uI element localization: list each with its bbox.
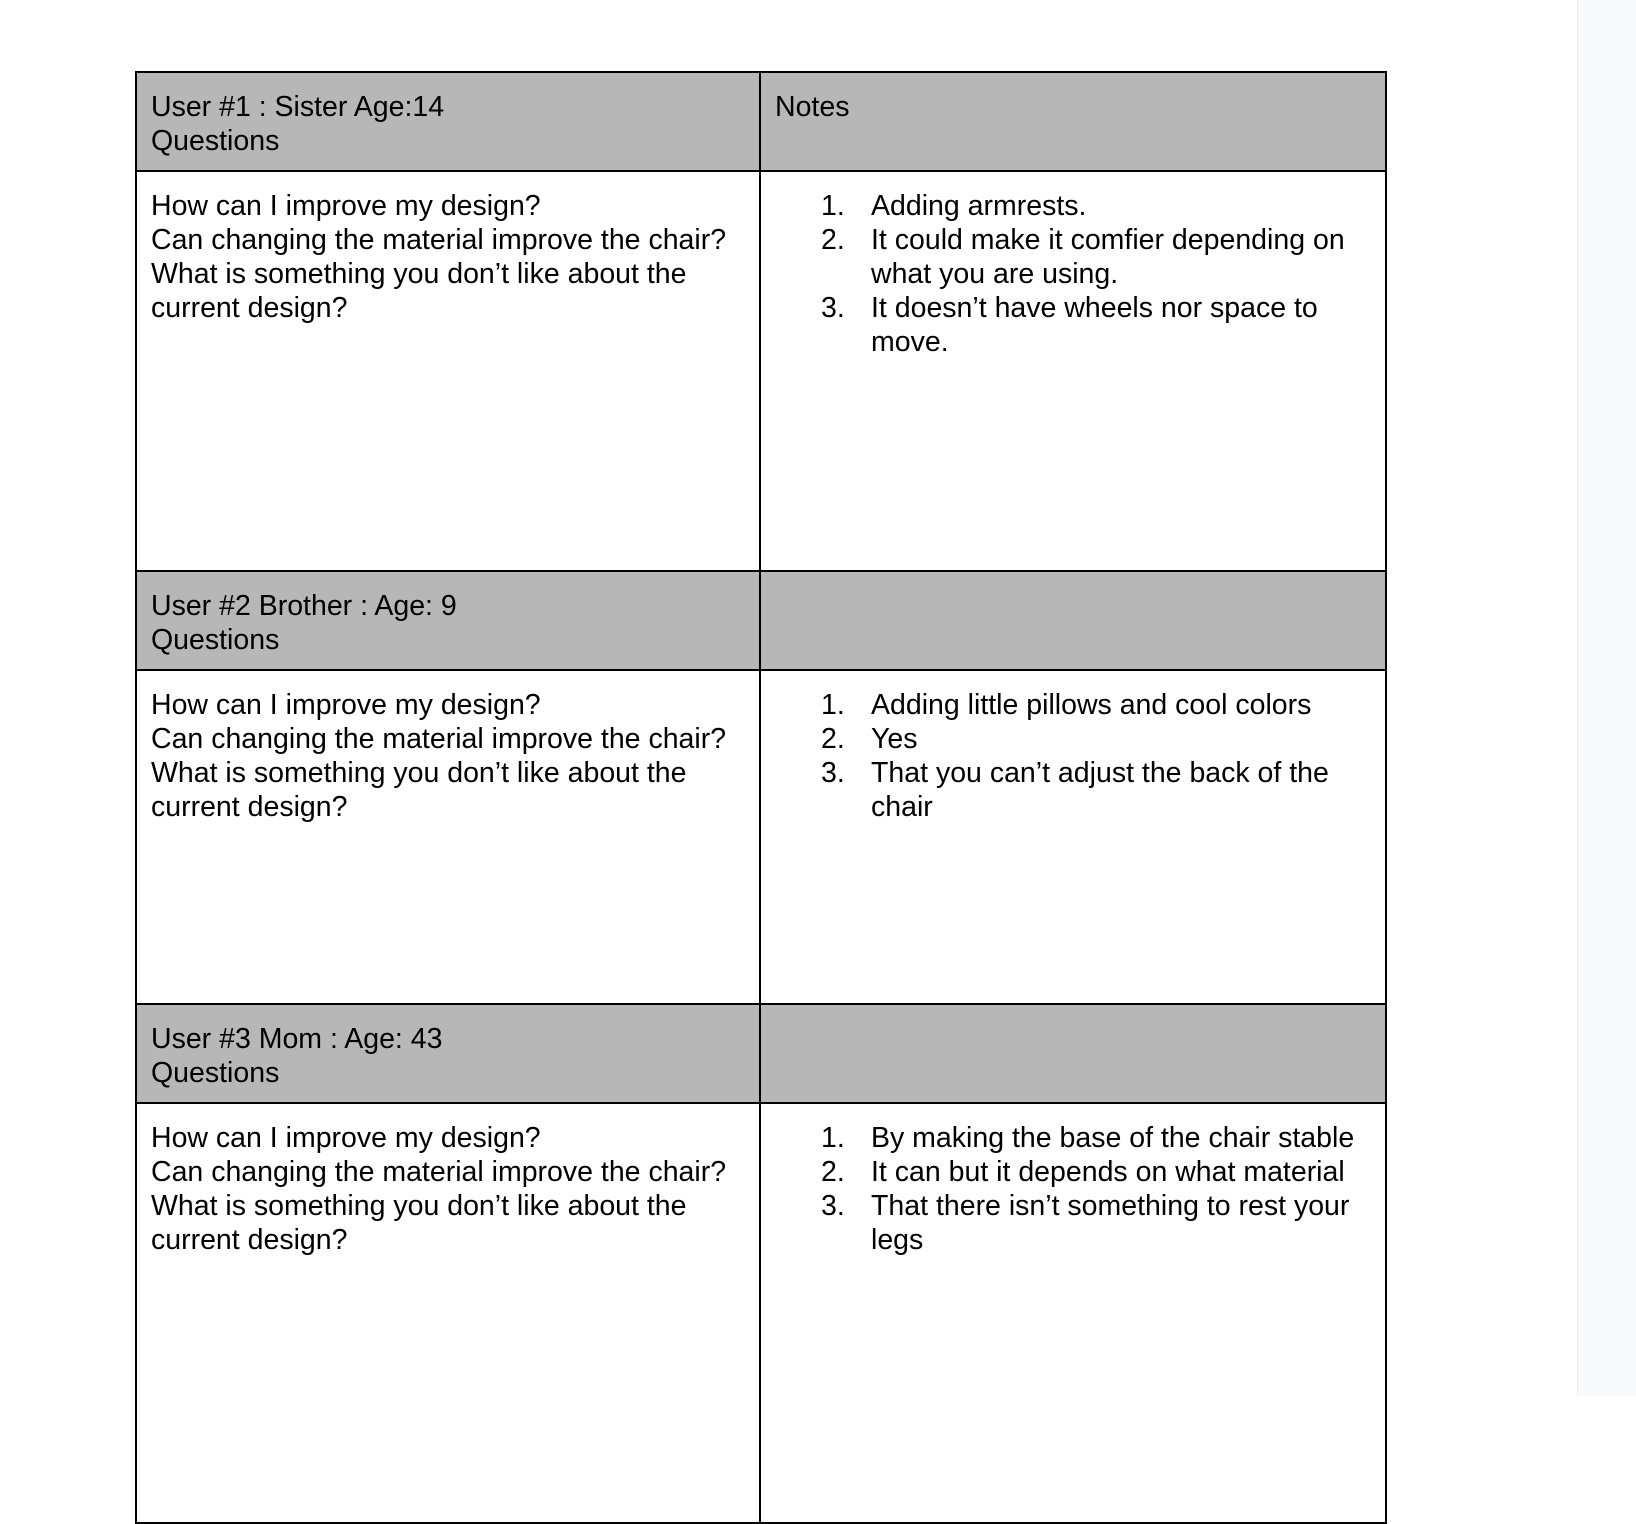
questions-cell[interactable] [136, 670, 760, 1004]
list-item [775, 688, 1371, 722]
list-item [775, 1155, 1371, 1189]
user-header-cell[interactable] [136, 1004, 760, 1103]
table-header-row [136, 72, 1386, 171]
note-text: By making the base of the chair stable [871, 1122, 1355, 1154]
table-header-row [136, 571, 1386, 670]
user-label: User #3 Mom : Age: 43 [151, 1023, 443, 1055]
questions-label: Questions [151, 1057, 280, 1089]
list-item [775, 291, 1371, 359]
notes-cell[interactable] [760, 171, 1386, 571]
notes-cell[interactable] [760, 670, 1386, 1004]
list-number: 2. [821, 224, 845, 256]
list-number: 2. [821, 1156, 845, 1188]
note-text: Adding armrests. [871, 190, 1087, 222]
table-header-row [136, 1004, 1386, 1103]
user-label: User #2 Brother : Age: 9 [151, 590, 457, 622]
notes-header-cell[interactable] [760, 571, 1386, 670]
note-text: Yes [871, 723, 918, 755]
question-text: Can changing the material improve the chair? [151, 723, 727, 755]
question-text: What is something you don’t like about the current design? [151, 757, 687, 823]
questions-label: Questions [151, 624, 280, 656]
notes-list [775, 688, 1371, 824]
question-text: What is something you don’t like about the current design? [151, 258, 687, 324]
note-text: It doesn’t have wheels nor space to move. [871, 292, 1318, 358]
note-text: Adding little pillows and cool colors [871, 689, 1312, 721]
question-text: How can I improve my design? [151, 1122, 541, 1154]
interview-table [135, 71, 1387, 1524]
list-item [775, 722, 1371, 756]
notes-cell[interactable] [760, 1103, 1386, 1523]
table-row [136, 670, 1386, 1004]
list-number: 1. [821, 1122, 845, 1154]
question-text: Can changing the material improve the chair? [151, 224, 727, 256]
table-row [136, 171, 1386, 571]
list-number: 3. [821, 292, 845, 324]
notes-header-cell[interactable] [760, 72, 1386, 171]
note-text: It could make it comfier depending on what you are using. [871, 224, 1345, 290]
user-header-cell[interactable] [136, 571, 760, 670]
list-item [775, 1121, 1371, 1155]
list-item [775, 189, 1371, 223]
user-header-cell[interactable] [136, 72, 760, 171]
notes-header-cell[interactable] [760, 1004, 1386, 1103]
note-text: That there isn’t something to rest your legs [871, 1190, 1350, 1256]
questions-cell[interactable] [136, 171, 760, 571]
list-number: 3. [821, 757, 845, 789]
list-item [775, 756, 1371, 824]
notes-label: Notes [775, 91, 850, 123]
question-text: How can I improve my design? [151, 190, 541, 222]
question-text: Can changing the material improve the chair? [151, 1156, 727, 1188]
note-text: It can but it depends on what material [871, 1156, 1345, 1188]
list-item [775, 1189, 1371, 1257]
table-row [136, 1103, 1386, 1523]
questions-label: Questions [151, 125, 280, 157]
notes-list [775, 189, 1371, 359]
list-number: 3. [821, 1190, 845, 1222]
list-number: 1. [821, 190, 845, 222]
note-text: That you can’t adjust the back of the chair [871, 757, 1329, 823]
questions-cell[interactable] [136, 1103, 760, 1523]
side-panel-gutter [1577, 0, 1636, 1396]
list-number: 2. [821, 723, 845, 755]
notes-list [775, 1121, 1371, 1257]
list-number: 1. [821, 689, 845, 721]
list-item [775, 223, 1371, 291]
question-text: How can I improve my design? [151, 689, 541, 721]
user-label: User #1 : Sister Age:14 [151, 91, 445, 123]
question-text: What is something you don’t like about the current design? [151, 1190, 687, 1256]
